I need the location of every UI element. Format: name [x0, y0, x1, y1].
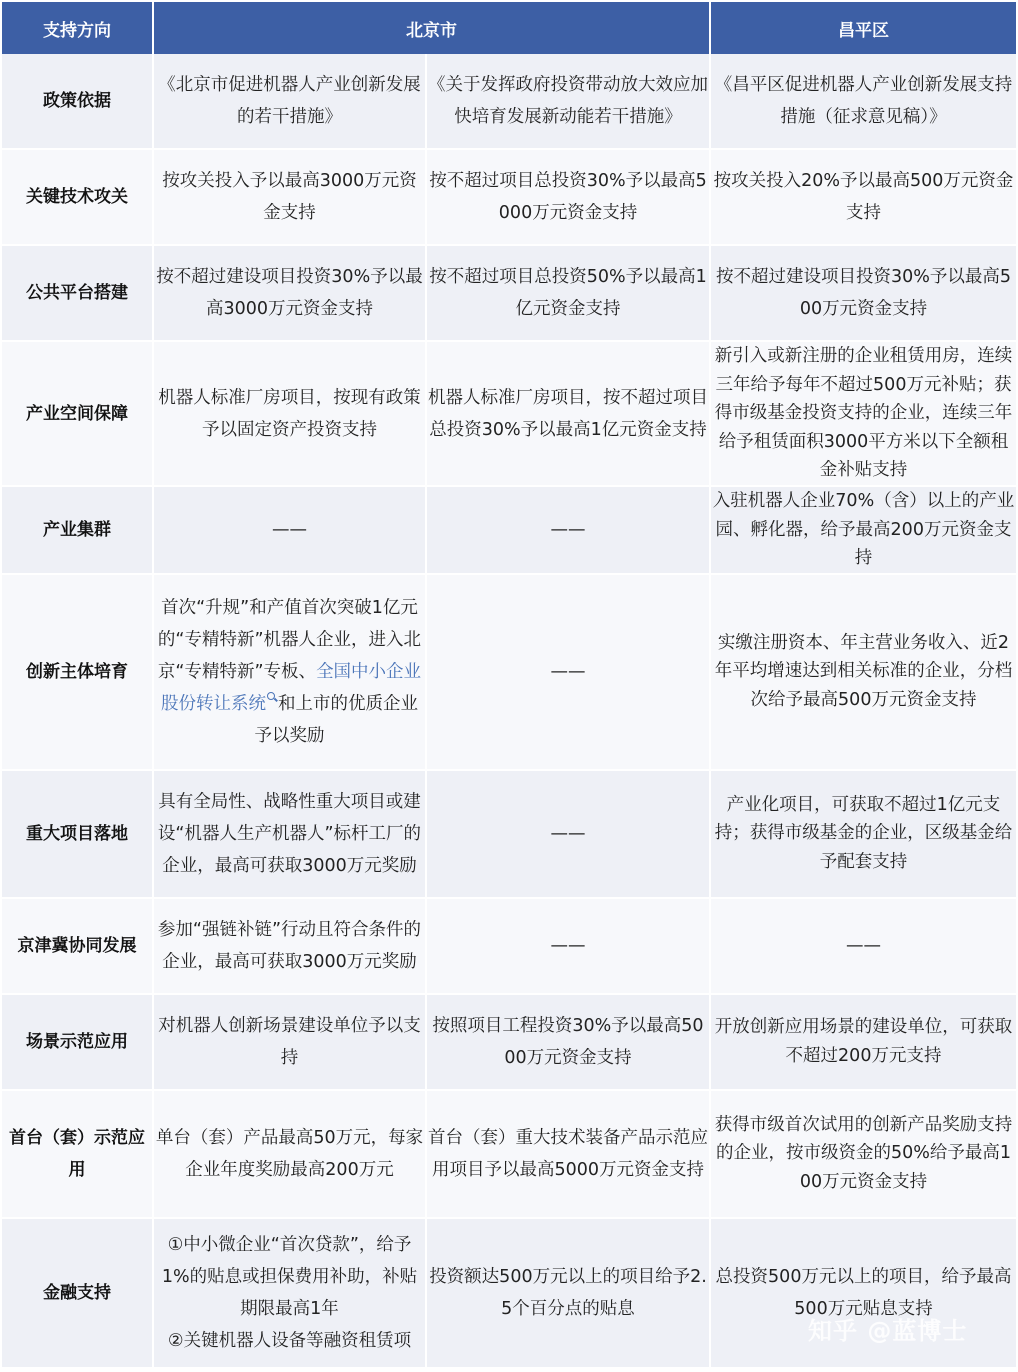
table-row [2, 150, 1016, 246]
beijing-cell-1: —— [154, 487, 427, 575]
beijing-cell-text-post: 和上市的优质企业予以奖励 [254, 693, 418, 746]
row-category: 场景示范应用 [2, 995, 154, 1091]
changping-cell: 产业化项目，可获取不超过1亿元支持；获得市级基金的企业，区级基金给予配套支持 [711, 771, 1016, 899]
beijing-cell-1: 单台（套）产品最高50万元，每家企业年度奖励最高200万元 [154, 1091, 427, 1219]
table-row [2, 246, 1016, 342]
changping-cell: 按攻关投入20%予以最高500万元资金支持 [711, 150, 1016, 246]
table-row [2, 342, 1016, 487]
sme-share-transfer-system-link[interactable]: 全国中小企业股份转让系统 [161, 661, 422, 714]
changping-cell: 《昌平区促进机器人产业创新发展支持措施（征求意见稿）》 [711, 54, 1016, 150]
beijing-cell-1: 具有全局性、战略性重大项目或建设“机器人生产机器人”标杆工厂的企业，最高可获取3000万元奖励 [154, 771, 427, 899]
beijing-cell-2: 按不超过项目总投资50%予以最高1亿元资金支持 [427, 246, 711, 342]
beijing-cell-2: —— [427, 487, 711, 575]
table-row [2, 575, 1016, 771]
table-row [2, 995, 1016, 1091]
beijing-cell-2: 按照项目工程投资30%予以最高5000万元资金支持 [427, 995, 711, 1091]
table-row [2, 1091, 1016, 1219]
header-support-direction: 支持方向 [2, 2, 154, 54]
beijing-cell-1: 参加“强链补链”行动且符合条件的企业，最高可获取3000万元奖励 [154, 899, 427, 995]
zhihu-watermark: 知乎 @蓝博士 [808, 1317, 968, 1345]
beijing-cell-1: 对机器人创新场景建设单位予以支持 [154, 995, 427, 1091]
beijing-cell-line-1: ①中小微企业“首次贷款”，给予1%的贴息或担保费用补助，补贴期限最高1年 [161, 1234, 418, 1319]
row-category: 产业空间保障 [2, 342, 154, 487]
changping-cell: —— [711, 899, 1016, 995]
row-category: 政策依据 [2, 54, 154, 150]
row-category: 首台（套）示范应用 [2, 1091, 154, 1219]
row-category: 金融支持 [2, 1219, 154, 1369]
table-row [2, 1219, 1016, 1369]
beijing-cell-line-2: ②关键机器人设备等融资租赁项 [167, 1330, 412, 1351]
row-category: 京津冀协同发展 [2, 899, 154, 995]
table-row [2, 899, 1016, 995]
changping-cell: 开放创新应用场景的建设单位，可获取不超过200万元支持 [711, 995, 1016, 1091]
table-row [2, 771, 1016, 899]
beijing-cell-1: 机器人标准厂房项目，按现有政策予以固定资产投资支持 [154, 342, 427, 487]
beijing-cell-1 [154, 1219, 427, 1369]
table-header-row [2, 2, 1016, 54]
header-changping: 昌平区 [711, 2, 1016, 54]
beijing-cell-1: 按不超过建设项目投资30%予以最高3000万元资金支持 [154, 246, 427, 342]
beijing-cell-1: 按攻关投入予以最高3000万元资金支持 [154, 150, 427, 246]
changping-cell: 入驻机器人企业70%（含）以上的产业园、孵化器，给予最高200万元资金支持 [711, 487, 1016, 575]
beijing-cell-2: —— [427, 771, 711, 899]
beijing-cell-text-pre: 首次“升规”和产值首次突破1亿元的“专精特新”机器人企业，进入北京“专精特新”专板、 [157, 597, 422, 682]
row-category: 公共平台搭建 [2, 246, 154, 342]
row-category: 创新主体培育 [2, 575, 154, 771]
policy-comparison-table [2, 2, 1016, 1369]
beijing-cell-2: 首台（套）重大技术装备产品示范应用项目予以最高5000万元资金支持 [427, 1091, 711, 1219]
header-beijing: 北京市 [154, 2, 711, 54]
row-category: 重大项目落地 [2, 771, 154, 899]
changping-cell: 按不超过建设项目投资30%予以最高500万元资金支持 [711, 246, 1016, 342]
beijing-cell-2: —— [427, 575, 711, 771]
beijing-cell-1 [154, 575, 427, 771]
changping-cell: 获得市级首次试用的创新产品奖励支持的企业，按市级资金的50%给予最高100万元资金支持 [711, 1091, 1016, 1219]
changping-cell: 实缴注册资本、年主营业务收入、近2年平均增速达到相关标准的企业，分档次给予最高500万元资金支持 [711, 575, 1016, 771]
beijing-cell-2: 投资额达500万元以上的项目给予2.5个百分点的贴息 [427, 1219, 711, 1369]
row-category: 产业集群 [2, 487, 154, 575]
changping-cell: 总投资500万元以上的项目，给予最高500万元贴息支持 [711, 1219, 1016, 1369]
beijing-cell-1: 《北京市促进机器人产业创新发展的若干措施》 [154, 54, 427, 150]
table-row [2, 487, 1016, 575]
beijing-cell-2: 按不超过项目总投资30%予以最高5000万元资金支持 [427, 150, 711, 246]
search-icon[interactable] [267, 692, 277, 702]
beijing-cell-2: 《关于发挥政府投资带动放大效应加快培育发展新动能若干措施》 [427, 54, 711, 150]
row-category: 关键技术攻关 [2, 150, 154, 246]
beijing-cell-2: 机器人标准厂房项目，按不超过项目总投资30%予以最高1亿元资金支持 [427, 342, 711, 487]
changping-cell: 新引入或新注册的企业租赁用房，连续三年给予每年不超过500万元补贴；获得市级基金投资支持的企业，连续三年给予租赁面积3000平方米以下全额租金补贴支持 [711, 342, 1016, 487]
table-row [2, 54, 1016, 150]
beijing-cell-2: —— [427, 899, 711, 995]
